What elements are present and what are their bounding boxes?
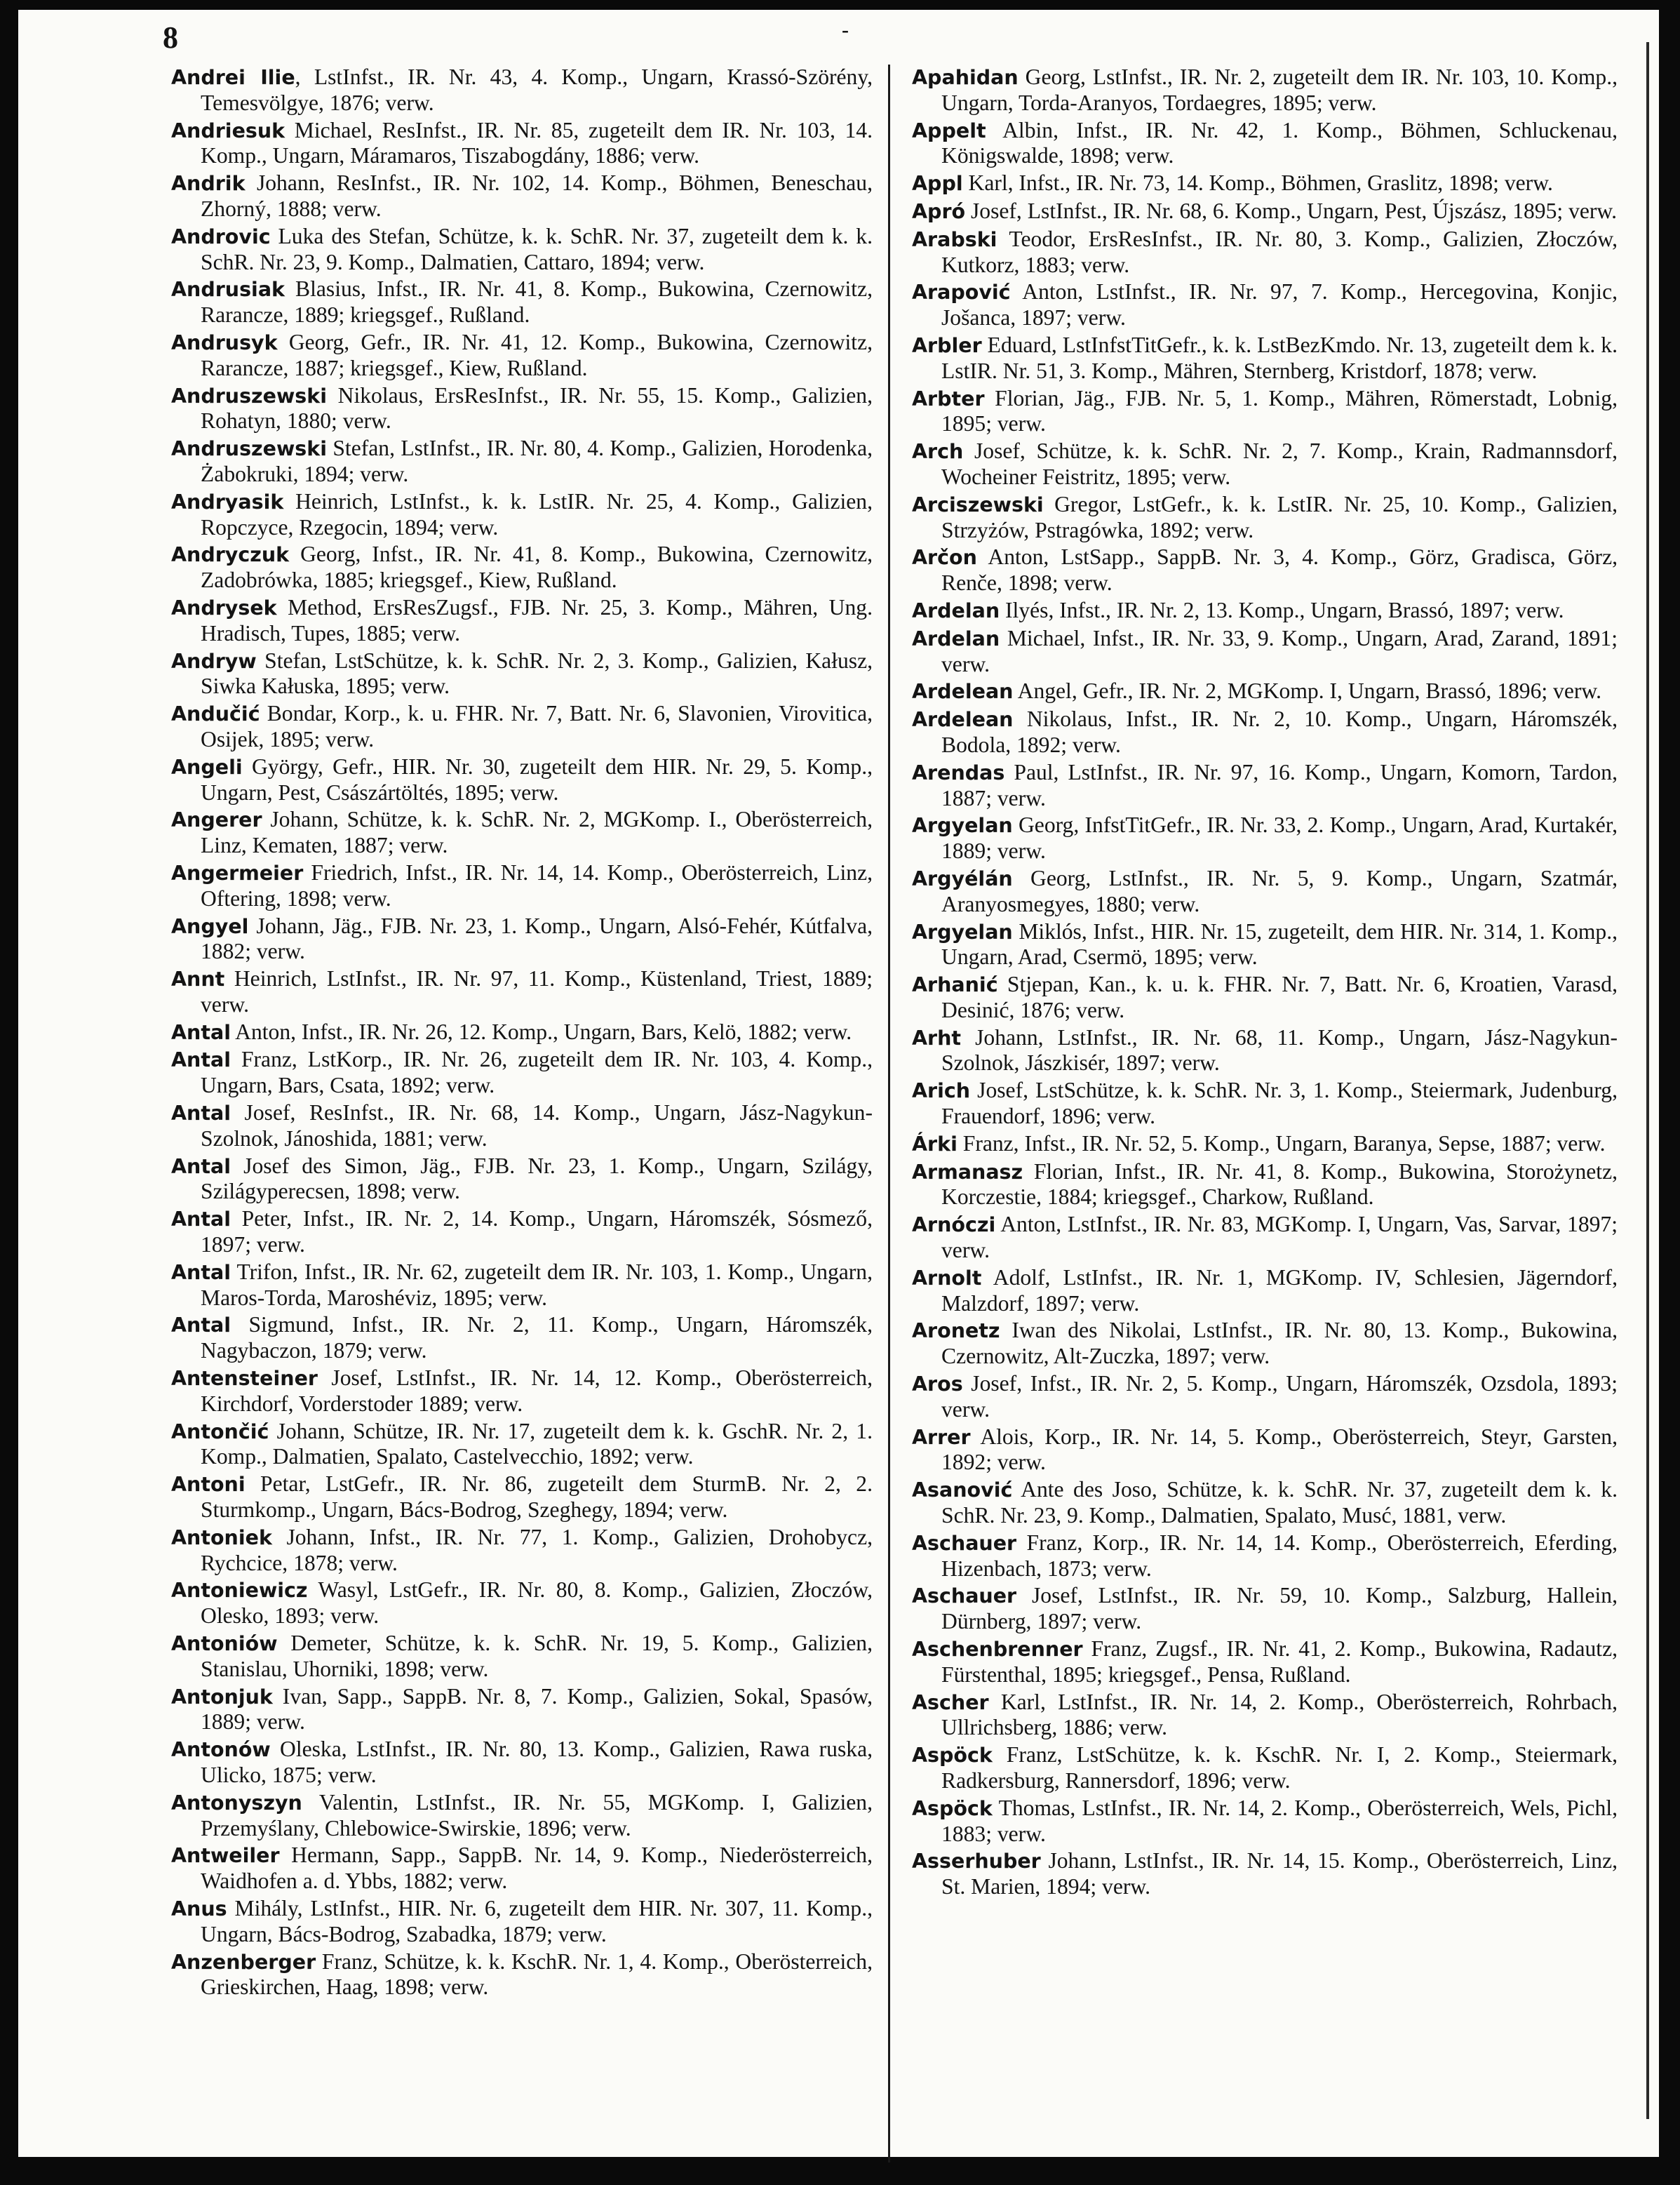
entry-surname: Antončić — [171, 1419, 269, 1443]
entry-surname: Arnóczi — [912, 1213, 996, 1237]
entry-surname: Ardelean — [912, 680, 1014, 704]
entry-details: Johann, LstInfst., IR. Nr. 68, 11. Komp., Ungarn, Jász-Nagykun-Szolnok, Jászkisér, 1897; verw. — [941, 1024, 1618, 1076]
list-entry — [912, 1131, 1618, 1157]
entry-surname: Antonjuk — [171, 1685, 273, 1709]
entry-details: Oleska, LstInfst., IR. Nr. 80, 13. Komp., Galizien, Rawa ruska, Ulicko, 1875; verw. — [201, 1737, 873, 1787]
entry-surname: Andrei Ilie — [171, 66, 295, 89]
entry-surname: Árki — [912, 1132, 957, 1156]
entry-surname: Apahidan — [912, 66, 1019, 89]
list-entry — [912, 1848, 1618, 1899]
list-entry — [912, 1371, 1618, 1422]
entry-details: Eduard, LstInfstTitGefr., k. k. LstBezKmdo. Nr. 13, zugeteilt dem k. k. LstIR. Nr. 51, 3. Komp., Mähren, Sternberg, Kristdorf, 1878; verw. — [941, 332, 1618, 383]
entry-details: Heinrich, LstInfst., IR. Nr. 97, 11. Komp., Küstenland, Triest, 1889; verw. — [201, 966, 873, 1017]
list-entry — [912, 972, 1618, 1023]
entry-details: , LstInfst., IR. Nr. 43, 4. Komp., Ungarn, Krassó-Szörény, Temesvölgye, 1876; verw. — [201, 65, 873, 115]
list-entry — [912, 1318, 1618, 1369]
entry-details: Johann, Schütze, IR. Nr. 17, zugeteilt dem k. k. GschR. Nr. 2, 1. Komp., Dalmatien, Spalato, Castelvecchio, 1892; verw. — [201, 1418, 873, 1469]
list-entry — [912, 1078, 1618, 1129]
entry-details: Wasyl, LstGefr., IR. Nr. 80, 8. Komp., Galizien, Złoczów, Olesko, 1893; verw. — [201, 1577, 873, 1629]
entry-surname: Anzenberger — [171, 1950, 316, 1974]
entry-surname: Aschauer — [912, 1584, 1017, 1608]
list-entry — [171, 118, 873, 169]
list-entry — [171, 1419, 873, 1470]
entry-surname: Arapović — [912, 281, 1011, 305]
list-entry — [171, 860, 873, 911]
list-entry — [171, 1259, 873, 1311]
entry-details: Stefan, LstInfst., IR. Nr. 80, 4. Komp., Galizien, Horodenka, Żabokruki, 1894; verw. — [201, 436, 873, 486]
entry-details: Johann, Jäg., FJB. Nr. 23, 1. Komp., Ungarn, Alsó-Fehér, Kútfalva, 1882; verw. — [201, 913, 873, 964]
entry-details: Ivan, Sapp., SappB. Nr. 8, 7. Komp., Galizien, Sokal, Spasów, 1889; verw. — [201, 1683, 873, 1735]
entry-details: Josef, LstInfst., IR. Nr. 68, 6. Komp., Ungarn, Pest, Újszász, 1895; verw. — [965, 198, 1618, 223]
list-entry — [171, 914, 873, 965]
entry-details: Stefan, LstSchütze, k. k. SchR. Nr. 2, 3. Komp., Galizien, Kałusz, Siwka Kałuska, 1895; verw. — [201, 648, 873, 699]
entry-surname: Antweiler — [171, 1844, 280, 1868]
entry-details: Georg, Gefr., IR. Nr. 41, 12. Komp., Bukowina, Czernowitz, Rarancze, 1887; kriegsgef., Kiew, Rußland. — [201, 329, 873, 380]
entry-surname: Anus — [171, 1897, 227, 1920]
entry-details: Josef, Schütze, k. k. SchR. Nr. 2, 7. Komp., Krain, Radmannsdorf, Wocheiner Feistritz, 1895; verw. — [941, 439, 1618, 489]
entry-surname: Armanasz — [912, 1160, 1023, 1184]
entry-details: Karl, Infst., IR. Nr. 73, 14. Komp., Böhmen, Graslitz, 1898; verw. — [962, 171, 1553, 196]
entry-details: Johann, Infst., IR. Nr. 77, 1. Komp., Galizien, Drohobycz, Rychcice, 1878; verw. — [201, 1524, 873, 1575]
list-entry — [912, 227, 1618, 278]
entry-details: Miklós, Infst., HIR. Nr. 15, zugeteilt, dem HIR. Nr. 314, 1. Komp., Ungarn, Arad, Csermö, 1895; verw. — [941, 918, 1618, 970]
list-entry — [912, 279, 1618, 330]
list-entry — [912, 598, 1618, 624]
list-entry — [912, 1159, 1618, 1210]
scan-border-top — [0, 0, 1680, 10]
entry-details: Michael, ResInfst., IR. Nr. 85, zugeteilt dem IR. Nr. 103, 14. Komp., Ungarn, Máramaros, Tiszabogdány, 1886; verw. — [201, 117, 873, 168]
entry-details: Franz, Infst., IR. Nr. 52, 5. Komp., Ungarn, Baranya, Sepse, 1887; verw. — [957, 1130, 1606, 1156]
entry-surname: Arciszewski — [912, 493, 1044, 516]
entry-details: Franz, Zugsf., IR. Nr. 41, 2. Komp., Bukowina, Radautz, Fürstenthal, 1895; kriegsgef., Pensa, Rußland. — [941, 1636, 1618, 1687]
entry-surname: Arch — [912, 440, 964, 464]
list-entry — [912, 1742, 1618, 1793]
list-entry — [171, 701, 873, 752]
scan-border-left — [0, 0, 18, 2185]
entry-details: Alois, Korp., IR. Nr. 14, 5. Komp., Oberösterreich, Steyr, Garsten, 1892; verw. — [941, 1424, 1618, 1475]
entry-surname: Appl — [912, 172, 963, 196]
entry-surname: Andryczuk — [171, 543, 290, 567]
list-entry — [912, 707, 1618, 758]
entry-details: Georg, LstInfst., IR. Nr. 2, zugeteilt dem IR. Nr. 103, 10. Komp., Ungarn, Torda-Aranyos, Tordaegres, 1895; verw. — [941, 65, 1618, 115]
entry-surname: Andrysek — [171, 596, 277, 620]
entry-surname: Ardelan — [912, 627, 1000, 650]
list-entry — [171, 1577, 873, 1629]
entry-details: Paul, LstInfst., IR. Nr. 97, 16. Komp., Ungarn, Komorn, Tardon, 1887; verw. — [941, 759, 1618, 810]
list-entry — [912, 760, 1618, 811]
entry-details: Florian, Jäg., FJB. Nr. 5, 1. Komp., Mähren, Römerstadt, Lobnig, 1895; verw. — [941, 385, 1618, 436]
entry-details: Josef, LstSchütze, k. k. SchR. Nr. 3, 1. Komp., Steiermark, Judenburg, Frauendorf, 1896; verw. — [941, 1078, 1618, 1129]
entry-details: Josef, LstInfst., IR. Nr. 59, 10. Komp., Salzburg, Hallein, Dürnberg, 1897; verw. — [941, 1583, 1618, 1634]
entry-surname: Antal — [171, 1102, 231, 1125]
list-entry — [912, 1583, 1618, 1634]
entry-surname: Andruszewski — [171, 384, 327, 408]
scan-border-right — [1659, 0, 1680, 2185]
list-entry — [171, 276, 873, 328]
list-entry — [912, 1025, 1618, 1076]
list-entry — [171, 1949, 873, 2000]
entry-surname: Aronetz — [912, 1319, 1000, 1343]
entry-surname: Aspöck — [912, 1796, 993, 1820]
entry-surname: Angermeier — [171, 861, 304, 885]
list-entry — [912, 65, 1618, 116]
entry-surname: Arnolt — [912, 1266, 982, 1290]
entry-details: Franz, LstSchütze, k. k. KschR. Nr. I, 2. Komp., Steiermark, Radkersburg, Rannersdorf, 1896; verw. — [941, 1742, 1618, 1793]
entry-surname: Andryw — [171, 649, 257, 673]
entry-details: Johann, ResInfst., IR. Nr. 102, 14. Komp., Böhmen, Beneschau, Zhorný, 1888; verw. — [201, 171, 873, 221]
entry-details: Anton, LstSapp., SappB. Nr. 3, 4. Komp., Görz, Gradisca, Görz, Renče, 1898; verw. — [941, 544, 1618, 596]
entry-surname: Antoniów — [171, 1632, 278, 1656]
entry-surname: Andrusiak — [171, 278, 285, 302]
entry-surname: Arht — [912, 1026, 962, 1050]
list-entry — [171, 330, 873, 381]
entry-surname: Argyélán — [912, 867, 1013, 890]
list-entry — [171, 1790, 873, 1841]
list-entry — [912, 626, 1618, 677]
entry-details: Josef, ResInfst., IR. Nr. 68, 14. Komp., Ungarn, Jász-Nagykun-Szolnok, Jánoshida, 1881; verw. — [201, 1100, 873, 1151]
entry-details: Franz, LstKorp., IR. Nr. 26, zugeteilt dem IR. Nr. 103, 4. Komp., Ungarn, Bars, Csata, 1892; verw. — [201, 1047, 873, 1098]
list-entry — [171, 595, 873, 646]
entry-details: Heinrich, LstInfst., k. k. LstIR. Nr. 25, 4. Komp., Galizien, Ropczyce, Rzegocin, 1894; verw. — [201, 488, 873, 540]
entry-surname: Antal — [171, 1208, 231, 1231]
entry-details: Anton, LstInfst., IR. Nr. 97, 7. Komp., Hercegovina, Konjic, Jošanca, 1897; verw. — [941, 279, 1618, 330]
entry-surname: Aspöck — [912, 1744, 993, 1768]
entry-details: Iwan des Nikolai, LstInfst., IR. Nr. 80, 13. Komp., Bukowina, Czernowitz, Alt-Zuczka, 1897; verw. — [941, 1318, 1618, 1369]
list-entry — [171, 754, 873, 806]
entry-surname: Arrer — [912, 1425, 971, 1449]
list-entry — [912, 1212, 1618, 1263]
list-entry — [912, 544, 1618, 596]
list-entry — [171, 224, 873, 275]
entry-surname: Arich — [912, 1079, 971, 1103]
entry-surname: Antal — [171, 1154, 231, 1178]
list-entry — [171, 1737, 873, 1788]
entry-details: Georg, Infst., IR. Nr. 41, 8. Komp., Bukowina, Czernowitz, Zadobrówka, 1885; kriegsgef., Kiew, Rußland. — [201, 542, 873, 593]
entry-surname: Arbler — [912, 333, 982, 357]
entry-details: Petar, LstGefr., IR. Nr. 86, zugeteilt dem SturmB. Nr. 2, 2. Sturmkomp., Ungarn, Bács-Bodrog, Szeghegy, 1894; verw. — [201, 1471, 873, 1523]
entry-details: Johann, LstInfst., IR. Nr. 14, 15. Komp., Oberösterreich, Linz, St. Marien, 1894; verw. — [941, 1848, 1618, 1899]
list-entry — [171, 1471, 873, 1523]
list-entry — [912, 386, 1618, 437]
list-entry — [171, 1896, 873, 1947]
entry-surname: Ardelean — [912, 708, 1014, 732]
entry-details: Josef, Infst., IR. Nr. 2, 5. Komp., Ungarn, Háromszék, Ozsdola, 1893; verw. — [941, 1371, 1618, 1422]
list-entry — [171, 1843, 873, 1894]
list-entry — [171, 1047, 873, 1098]
entry-details: Gregor, LstGefr., k. k. LstIR. Nr. 25, 10. Komp., Galizien, Strzyżów, Pstragówka, 1892; verw. — [941, 491, 1618, 542]
entry-surname: Andruszewski — [171, 437, 327, 461]
entry-details: Trifon, Infst., IR. Nr. 62, zugeteilt dem IR. Nr. 103, 1. Komp., Ungarn, Maros-Torda, Maroshéviz, 1895; verw. — [201, 1259, 873, 1310]
entry-details: Teodor, ErsResInfst., IR. Nr. 80, 3. Komp., Galizien, Złoczów, Kutkorz, 1883; verw. — [941, 226, 1618, 277]
entry-details: Thomas, LstInfst., IR. Nr. 14, 2. Komp., Oberösterreich, Wels, Pichl, 1883; verw. — [941, 1795, 1618, 1846]
entry-details: Franz, Korp., IR. Nr. 14, 14. Komp., Oberösterreich, Eferding, Hizenbach, 1873; verw. — [941, 1530, 1618, 1581]
list-entry — [912, 118, 1618, 169]
entry-details: Ilyés, Infst., IR. Nr. 2, 13. Komp., Ungarn, Brassó, 1897; verw. — [1000, 597, 1564, 622]
entry-surname: Antonyszyn — [171, 1791, 302, 1815]
list-entry — [171, 807, 873, 858]
list-entry — [171, 489, 873, 540]
list-entry — [171, 1525, 873, 1576]
entry-details: Florian, Infst., IR. Nr. 41, 8. Komp., Bukowina, Storożynetz, Korczestie, 1884; kriegsgef., Charkow, Rußland. — [941, 1158, 1618, 1210]
page-edge-line — [1646, 42, 1649, 2119]
entry-details: Luka des Stefan, Schütze, k. k. SchR. Nr. 37, zugeteilt dem k. k. SchR. Nr. 23, 9. Komp., Dalmatien, Cattaro, 1894; verw. — [201, 223, 873, 274]
entry-surname: Argyelan — [912, 814, 1013, 838]
list-entry — [912, 1636, 1618, 1688]
entry-surname: Asanović — [912, 1478, 1013, 1502]
entry-details: Ante des Joso, Schütze, k. k. SchR. Nr. 37, zugeteilt dem k. k. SchR. Nr. 23, 9. Komp., Dalmatien, Spalato, Musć, 1881, verw. — [941, 1477, 1618, 1528]
entry-surname: Arhanić — [912, 973, 998, 997]
list-entry — [171, 1684, 873, 1735]
list-entry — [912, 199, 1618, 225]
entry-surname: Angeli — [171, 755, 243, 779]
entry-details: Sigmund, Infst., IR. Nr. 2, 11. Komp., Ungarn, Háromszék, Nagybaczon, 1879; verw. — [201, 1312, 873, 1363]
entry-details: Nikolaus, Infst., IR. Nr. 2, 10. Komp., Ungarn, Háromszék, Bodola, 1892; verw. — [941, 707, 1618, 757]
entry-surname: Angerer — [171, 808, 262, 832]
list-entry — [912, 813, 1618, 864]
left-column — [171, 65, 873, 2002]
entry-details: Mihály, LstInfst., HIR. Nr. 6, zugeteilt dem HIR. Nr. 307, 11. Komp., Ungarn, Bács-Bodrog, Szabadka, 1879; verw. — [201, 1895, 873, 1946]
list-entry — [171, 1020, 873, 1045]
entry-surname: Argyelan — [912, 920, 1013, 944]
list-entry — [171, 1312, 873, 1363]
entry-surname: Arabski — [912, 227, 997, 251]
entry-details: Valentin, LstInfst., IR. Nr. 55, MGKomp. I, Galizien, Przemyślany, Chlebowice-Swirskie, 1896; verw. — [201, 1789, 873, 1840]
column-divider — [888, 65, 890, 2163]
entry-surname: Androvic — [171, 225, 271, 248]
scan-border-bottom — [0, 2157, 1680, 2185]
entry-details: Friedrich, Infst., IR. Nr. 14, 14. Komp., Oberösterreich, Linz, Oftering, 1898; verw. — [201, 860, 873, 911]
list-entry — [171, 648, 873, 700]
list-entry — [171, 1154, 873, 1205]
entry-surname: Andučić — [171, 702, 260, 726]
entry-surname: Ascher — [912, 1690, 989, 1714]
entry-details: Bondar, Korp., k. u. FHR. Nr. 7, Batt. Nr. 6, Slavonien, Virovitica, Osijek, 1895; verw. — [201, 701, 873, 751]
entry-details: Josef des Simon, Jäg., FJB. Nr. 23, 1. Komp., Ungarn, Szilágy, Szilágyperecsen, 1898; verw. — [201, 1153, 873, 1204]
entry-details: György, Gefr., HIR. Nr. 30, zugeteilt dem HIR. Nr. 29, 5. Komp., Ungarn, Pest, Császártöltés, 1895; verw. — [201, 754, 873, 805]
entry-surname: Antal — [171, 1048, 231, 1072]
page-number: 8 — [163, 20, 178, 55]
list-entry — [171, 171, 873, 222]
entry-details: Michael, Infst., IR. Nr. 33, 9. Komp., Ungarn, Arad, Zarand, 1891; verw. — [941, 625, 1618, 676]
list-entry — [171, 65, 873, 116]
entry-details: Adolf, LstInfst., IR. Nr. 1, MGKomp. IV, Schlesien, Jägerndorf, Malzdorf, 1897; verw. — [941, 1264, 1618, 1316]
entry-surname: Antal — [171, 1314, 231, 1337]
list-entry — [912, 1265, 1618, 1316]
entry-surname: Andrusyk — [171, 330, 278, 354]
list-entry — [171, 436, 873, 487]
list-entry — [912, 439, 1618, 490]
entry-surname: Antonów — [171, 1738, 271, 1762]
entry-surname: Ardelan — [912, 599, 1000, 622]
entry-details: Blasius, Infst., IR. Nr. 41, 8. Komp., Bukowina, Czernowitz, Rarancze, 1889; kriegsgef., Rußland. — [201, 276, 873, 328]
list-entry — [912, 866, 1618, 917]
entry-details: Angel, Gefr., IR. Nr. 2, MGKomp. I, Ungarn, Brassó, 1896; verw. — [1013, 679, 1602, 704]
entry-details: Georg, InfstTitGefr., IR. Nr. 33, 2. Komp., Ungarn, Arad, Kurtakér, 1889; verw. — [941, 813, 1618, 864]
list-entry — [912, 1530, 1618, 1582]
entry-surname: Appelt — [912, 119, 986, 142]
list-entry — [171, 1631, 873, 1682]
entry-surname: Aros — [912, 1372, 963, 1396]
entry-details: Nikolaus, ErsResInfst., IR. Nr. 55, 15. Komp., Galizien, Rohatyn, 1880; verw. — [201, 382, 873, 434]
list-entry — [912, 1477, 1618, 1528]
entry-surname: Antal — [171, 1020, 231, 1044]
list-entry — [171, 1100, 873, 1151]
list-entry — [171, 1365, 873, 1417]
entry-details: Franz, Schütze, k. k. KschR. Nr. 1, 4. Komp., Oberösterreich, Grieskirchen, Haag, 1898; verw. — [201, 1949, 873, 2000]
entry-details: Demeter, Schütze, k. k. SchR. Nr. 19, 5. Komp., Galizien, Stanislau, Uhorniki, 1898; verw. — [201, 1631, 873, 1681]
list-entry — [912, 1690, 1618, 1741]
entry-surname: Arbter — [912, 387, 985, 410]
entry-surname: Apró — [912, 199, 966, 223]
entry-details: Johann, Schütze, k. k. SchR. Nr. 2, MGKomp. I., Oberösterreich, Linz, Kematen, 1887; verw. — [201, 807, 873, 858]
entry-details: Anton, LstInfst., IR. Nr. 83, MGKomp. I, Ungarn, Vas, Sarvar, 1897; verw. — [941, 1212, 1618, 1263]
list-entry — [912, 679, 1618, 704]
list-entry — [912, 1796, 1618, 1847]
right-column — [912, 65, 1618, 1902]
entry-surname: Antensteiner — [171, 1367, 318, 1391]
entry-surname: Antal — [171, 1260, 231, 1284]
entry-details: Karl, LstInfst., IR. Nr. 14, 2. Komp., Oberösterreich, Rohrbach, Ullrichsberg, 1886; verw. — [941, 1689, 1618, 1740]
entry-surname: Arčon — [912, 546, 977, 570]
entry-details: Stjepan, Kan., k. u. k. FHR. Nr. 7, Batt. Nr. 6, Kroatien, Varasd, Desinić, 1876; verw. — [941, 972, 1618, 1022]
list-entry — [912, 919, 1618, 970]
list-entry — [912, 492, 1618, 543]
entry-details: Anton, Infst., IR. Nr. 26, 12. Komp., Ungarn, Bars, Kelö, 1882; verw. — [230, 1019, 852, 1044]
list-entry — [171, 542, 873, 593]
entry-details: Josef, LstInfst., IR. Nr. 14, 12. Komp., Oberösterreich, Kirchdorf, Vorderstoder 1889; verw. — [201, 1365, 873, 1416]
entry-surname: Annt — [171, 968, 225, 991]
list-entry — [912, 333, 1618, 384]
entry-details: Hermann, Sapp., SappB. Nr. 14, 9. Komp., Niederösterreich, Waidhofen a. d. Ybbs, 1882; verw. — [201, 1843, 873, 1894]
entry-details: Method, ErsResZugsf., FJB. Nr. 25, 3. Komp., Mähren, Ung. Hradisch, Tupes, 1885; verw. — [201, 594, 873, 646]
entry-surname: Aschenbrenner — [912, 1638, 1083, 1662]
entry-surname: Angyel — [171, 914, 249, 938]
entry-surname: Andryasik — [171, 490, 284, 514]
list-entry — [912, 1424, 1618, 1476]
entry-surname: Andriesuk — [171, 119, 285, 142]
entry-surname: Asserhuber — [912, 1850, 1041, 1873]
list-entry — [171, 1206, 873, 1257]
entry-details: Albin, Infst., IR. Nr. 42, 1. Komp., Böhmen, Schluckenau, Königswalde, 1898; verw. — [941, 117, 1618, 168]
page-mark: - — [842, 18, 849, 41]
entry-surname: Aschauer — [912, 1531, 1017, 1555]
entry-surname: Antoniewicz — [171, 1579, 308, 1603]
list-entry — [912, 171, 1618, 196]
entry-surname: Antoniek — [171, 1525, 272, 1549]
entry-surname: Antoni — [171, 1473, 246, 1497]
entry-details: Peter, Infst., IR. Nr. 2, 14. Komp., Ungarn, Háromszék, Sósmező, 1897; verw. — [201, 1206, 873, 1257]
entry-surname: Andrik — [171, 172, 246, 196]
list-entry — [171, 966, 873, 1017]
entry-surname: Arendas — [912, 761, 1005, 784]
entry-details: Georg, LstInfst., IR. Nr. 5, 9. Komp., Ungarn, Szatmár, Aranyosmegyes, 1880; verw. — [941, 865, 1618, 916]
list-entry — [171, 383, 873, 434]
